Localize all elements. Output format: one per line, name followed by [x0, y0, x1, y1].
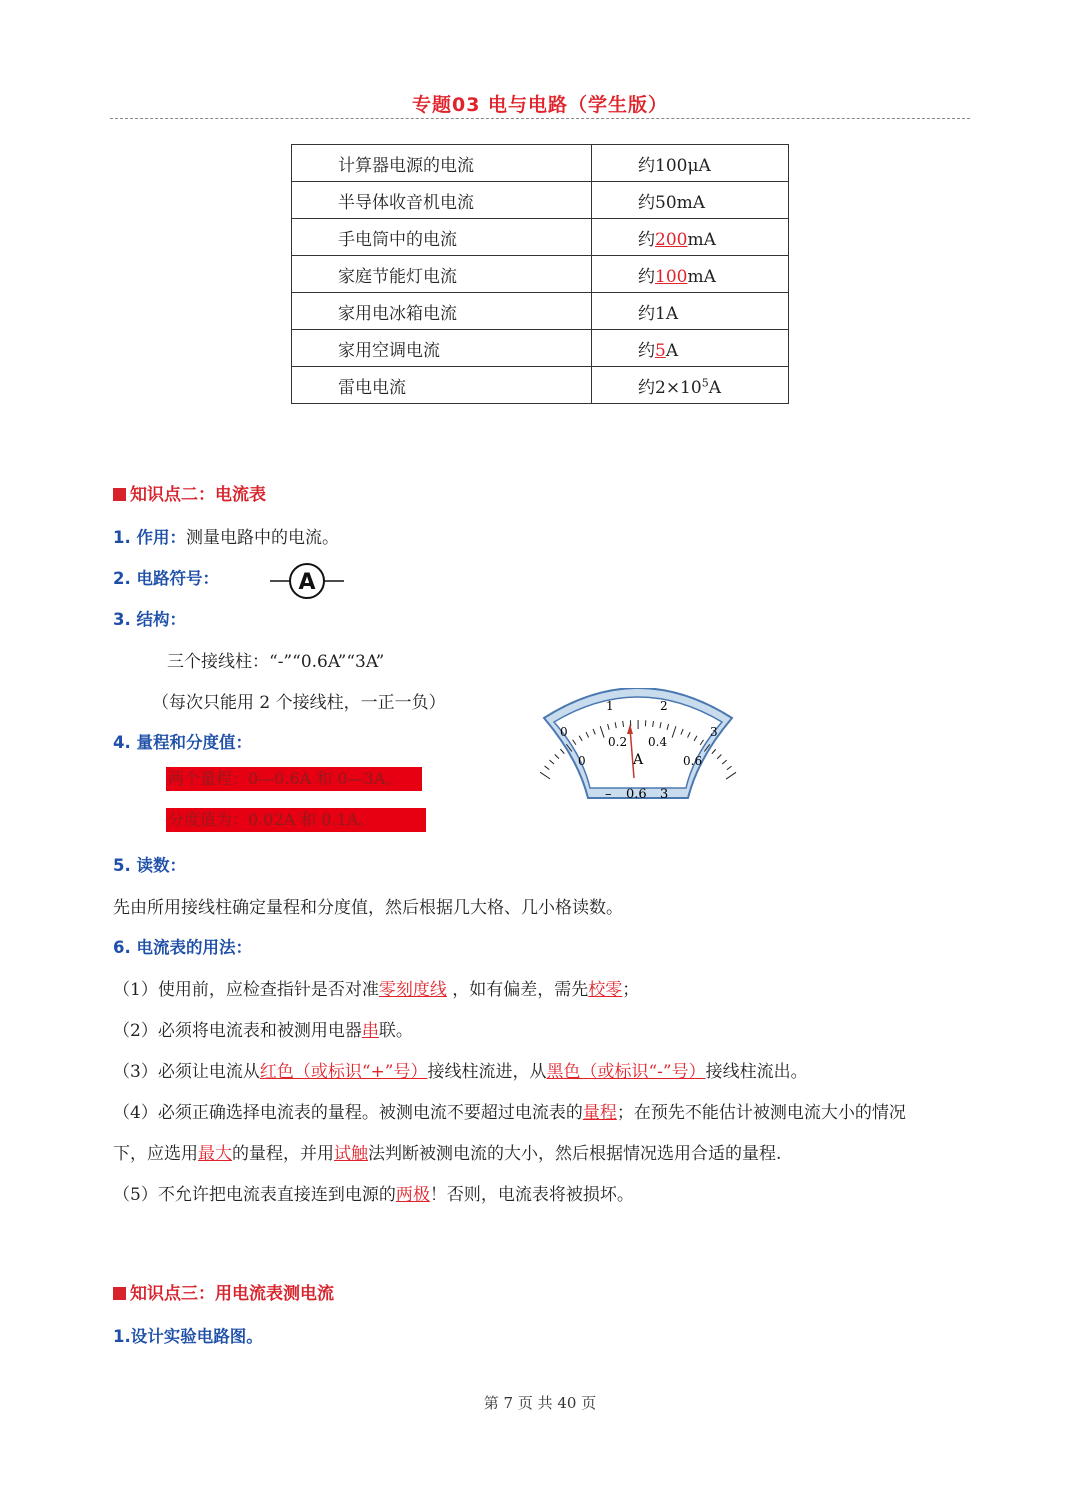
highlight-division: 分度值为：0.02A 和 0.1A。 [166, 808, 426, 832]
structure-terminals: 三个接线柱：“-”“0.6A”“3A” [167, 652, 385, 672]
ammeter-dial-illustration [538, 688, 738, 804]
table-cell-name: 半导体收音机电流 [292, 182, 592, 219]
item-reading-label: 5. 读数： [113, 856, 186, 875]
dial-tick [726, 772, 736, 779]
terminal-label: – [605, 787, 612, 802]
item-range-label: 4. 量程和分度值： [113, 733, 252, 752]
answer-blank: 200 [655, 229, 688, 250]
square-bullet-icon [113, 1287, 126, 1300]
dial-tick [540, 772, 550, 779]
dial-tick [727, 766, 732, 770]
reading-text: 先由所用接线柱确定量程和分度值，然后根据几大格、几小格读数。 [113, 898, 623, 918]
dial-tick [549, 760, 554, 764]
dial-unit: A [633, 752, 644, 768]
dial-tick [560, 749, 564, 754]
answer-blank: 两极 [395, 1185, 430, 1205]
answer-blank: 试触 [334, 1144, 368, 1164]
terminal-label: 3 [660, 787, 669, 802]
dial-tick [722, 760, 727, 764]
usage-rule-2: （2）必须将电流表和被测用电器串联。 [113, 1021, 413, 1041]
table-cell-value: 约100mA [592, 256, 789, 293]
table-cell-value: 约5A [592, 330, 789, 367]
table-row [292, 219, 789, 256]
answer-blank: 零刻度线 [378, 980, 447, 1000]
dial-lower-label: 0 [578, 754, 586, 768]
dial-tick [545, 766, 550, 770]
answer-blank: 5 [655, 340, 666, 361]
item-purpose: 1. 作用：测量电路中的电流。 [113, 528, 339, 548]
table-cell-name: 雷电电流 [292, 367, 592, 404]
dial-tick [555, 754, 559, 758]
table-cell-value: 约50mA [592, 182, 789, 219]
structure-note: （每次只能用 2 个接线柱，一正一负） [152, 693, 446, 713]
answer-blank: 校零 [588, 980, 623, 1000]
table-row [292, 145, 789, 182]
dial-upper-label: 0 [560, 725, 568, 739]
table-cell-name: 计算器电源的电流 [292, 145, 592, 182]
square-bullet-icon [113, 488, 126, 501]
design-circuit-item: 1.设计实验电路图。 [113, 1327, 263, 1346]
section-title-measure: 知识点三：用电流表测电流 [113, 1279, 334, 1304]
table-cell-name: 家用空调电流 [292, 330, 592, 367]
dial-tick [712, 749, 716, 754]
table-cell-name: 家用电冰箱电流 [292, 293, 592, 330]
table-row [292, 330, 789, 367]
answer-blank: 黑色（或标识“-”号） [546, 1062, 706, 1082]
highlight-ranges: 两个量程：0—0.6A 和 0—3A。 [166, 767, 422, 791]
table-row [292, 293, 789, 330]
dial-upper-label: 2 [660, 699, 668, 713]
answer-blank: 串 [361, 1021, 379, 1041]
table-cell-value: 约1A [592, 293, 789, 330]
item-symbol-label: 2. 电路符号： [113, 569, 219, 588]
terminal-label: 0.6 [626, 787, 647, 802]
page-header-title: 专题03 电与电路（学生版） [411, 94, 669, 116]
table-cell-value: 约$2\times 10^5A$ [592, 367, 789, 404]
answer-blank: 100 [655, 266, 688, 287]
table-row [292, 367, 789, 404]
answer-blank: 红色（或标识“+”号） [259, 1062, 428, 1082]
table-cell-name: 手电筒中的电流 [292, 219, 592, 256]
item-structure-label: 3. 结构： [113, 610, 186, 629]
table-cell-name: 家庭节能灯电流 [292, 256, 592, 293]
usage-rule-3: （3）必须让电流从红色（或标识“+”号）接线柱流进，从黑色（或标识“-”号）接线柱流出。 [113, 1062, 808, 1082]
table-cell-value: 约100μA [592, 145, 789, 182]
usage-rule-4: （4）必须正确选择电流表的量程。被测电流不要超过电流表的量程；在预先不能估计被测电流大小的情况 [113, 1103, 906, 1123]
answer-blank: 量程 [582, 1103, 617, 1123]
answer-blank: 最大 [198, 1144, 232, 1164]
dial-lower-label: 0.6 [683, 754, 703, 768]
dial-upper-label: 1 [606, 699, 614, 713]
ammeter-symbol-icon [270, 562, 344, 600]
page-footer: 第 7 页 共 40 页 [483, 1394, 597, 1412]
svg-text:A: A [298, 570, 316, 595]
table-cell-value: 约200mA [592, 219, 789, 256]
dial-upper-label: 3 [710, 725, 718, 739]
item-usage-label: 6. 电流表的用法： [113, 938, 252, 957]
current-values-table [291, 144, 789, 404]
dial-tick [717, 755, 721, 759]
dial-lower-label: 0.4 [648, 735, 668, 749]
dial-lower-label: 0.2 [608, 735, 628, 749]
table-row [292, 256, 789, 293]
usage-rule-4-cont: 下，应选用最大的量程，并用试触法判断被测电流的大小，然后根据情况选用合适的量程. [113, 1144, 782, 1164]
section-title-ammeter: 知识点二：电流表 [113, 480, 266, 505]
usage-rule-1: （1）使用前，应检查指针是否对准零刻度线 ，如有偏差，需先校零； [113, 980, 640, 1000]
usage-rule-5: （5）不允许把电流表直接连到电源的两极！否则，电流表将被损坏。 [113, 1185, 634, 1205]
table-row [292, 182, 789, 219]
header-divider [110, 118, 970, 119]
